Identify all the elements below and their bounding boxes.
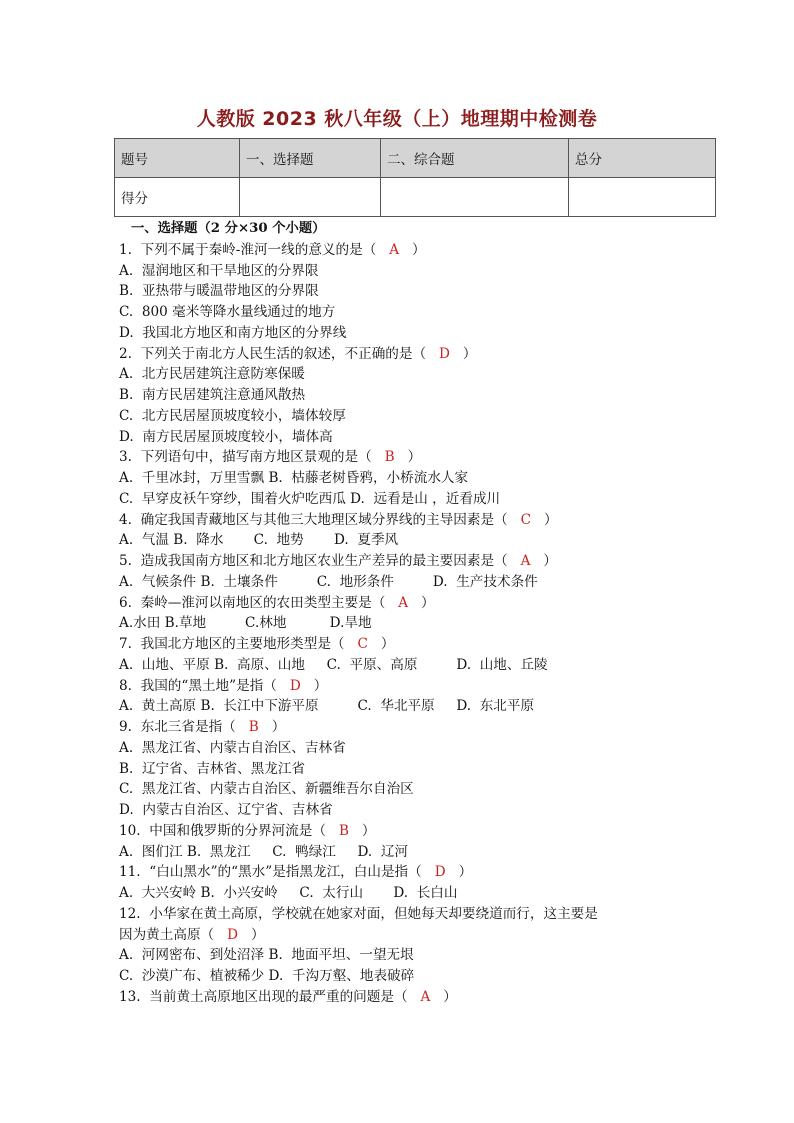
question-body — [119, 219, 709, 1008]
line-text: A.水田 B.草地 C.林地 D.旱地 — [119, 615, 372, 632]
question-line — [119, 800, 709, 821]
question-stem — [119, 717, 709, 738]
score-table-header-row — [115, 139, 716, 178]
question-stem — [119, 925, 709, 946]
question-line — [119, 759, 709, 780]
answer-letter: B — [384, 449, 395, 466]
line-text: A. 图们江 B. 黑龙江 C. 鸭绿江 D. 辽河 — [119, 843, 409, 860]
line-text-close: ） — [394, 449, 422, 466]
answer-letter: A — [398, 594, 409, 611]
question-stem — [119, 862, 709, 883]
line-text: 1. 下列不属于秦岭-淮河一线的意义的是（ — [119, 241, 390, 258]
question-line — [119, 966, 709, 987]
header-cell-comprehensive: 二、综合题 — [381, 139, 569, 178]
line-text: A. 北方民居建筑注意防寒保暖 — [119, 366, 305, 383]
line-text-close: ） — [348, 822, 376, 839]
question-line — [119, 281, 709, 302]
line-text-close: ） — [445, 864, 473, 881]
score-cell-total — [569, 178, 716, 217]
line-text: D. 我国北方地区和南方地区的分界线 — [119, 324, 347, 341]
question-line — [119, 883, 709, 904]
question-line — [119, 945, 709, 966]
question-line — [119, 261, 709, 282]
line-text-close: ） — [367, 636, 395, 652]
line-text: A. 气候条件 B. 土壤条件 C. 地形条件 D. 生产技术条件 — [119, 573, 538, 590]
line-text: 2. 下列关于南北方人民生活的叙述，不正确的是（ — [119, 345, 440, 362]
line-text-close: ） — [408, 594, 435, 611]
line-text: 8. 我国的“黑土地”是指（ — [119, 677, 290, 694]
question-line — [119, 572, 709, 593]
header-cell-question-no: 题号 — [115, 139, 240, 178]
line-text: 5. 造成我国南方地区和北方地区农业生产差异的最主要因素是（ — [119, 553, 521, 569]
line-text-close: ） — [531, 511, 558, 528]
line-text: A. 黑龙江省、内蒙古自治区、吉林省 — [119, 739, 346, 756]
question-line — [119, 530, 709, 551]
question-line — [119, 696, 709, 717]
line-text: A. 气温 B. 降水 C. 地势 D. 夏季风 — [119, 532, 399, 549]
line-text: 13. 当前黄土高原地区出现的最严重的问题是（ — [119, 988, 421, 1005]
line-text: C. 800 毫米等降水量线通过的地方 — [119, 304, 336, 320]
question-line — [119, 655, 709, 676]
question-line — [119, 364, 709, 385]
question-stem — [119, 987, 709, 1008]
line-text: C. 沙漠广布、植被稀少 D. 千沟万壑、地表破碎 — [119, 968, 415, 984]
question-line — [119, 489, 709, 510]
answer-letter: B — [248, 719, 259, 735]
line-text: 9. 东北三省是指（ — [119, 719, 249, 735]
line-text: 7. 我国北方地区的主要地形类型是（ — [119, 636, 358, 652]
score-table-score-row — [115, 178, 716, 217]
line-text-close: ） — [258, 719, 286, 735]
question-stem — [119, 551, 709, 572]
score-cell-comprehensive — [381, 178, 569, 217]
question-stem — [119, 344, 709, 365]
question-line — [119, 406, 709, 427]
answer-letter: D — [439, 345, 450, 362]
question-stem — [119, 593, 709, 614]
question-line — [119, 468, 709, 489]
question-line — [119, 738, 709, 759]
question-line — [119, 904, 709, 925]
score-table — [114, 138, 716, 217]
line-text: 4. 确定我国青藏地区与其他三大地理区域分界线的主导因素是（ — [119, 511, 521, 528]
line-text-close: ） — [238, 926, 265, 943]
question-line — [119, 385, 709, 406]
question-lines — [119, 240, 709, 1008]
line-text: A. 千里冰封，万里雪飘 B. 枯藤老树昏鸦，小桥流水人家 — [119, 470, 469, 486]
answer-letter: B — [338, 822, 349, 839]
score-row-label: 得分 — [115, 178, 240, 217]
line-text: A. 黄土高原 B. 长江中下游平原 C. 华北平原 D. 东北平原 — [119, 698, 535, 715]
line-text: A. 山地、平原 B. 高原、山地 C. 平原、高原 D. 山地、丘陵 — [119, 656, 548, 673]
question-line — [119, 613, 709, 634]
answer-letter: A — [420, 988, 431, 1005]
question-line — [119, 323, 709, 344]
line-text: 12. 小华家在黄土高原，学校就在她家对面，但她每天却要绕道而行，这主要是 — [119, 905, 598, 922]
answer-letter: A — [389, 241, 400, 258]
question-line — [119, 302, 709, 323]
line-text: C. 黑龙江省、内蒙古自治区、新疆维吾尔自治区 — [119, 781, 414, 798]
line-text: A. 大兴安岭 B. 小兴安岭 C. 太行山 D. 长白山 — [119, 885, 458, 901]
line-text: C. 早穿皮袄午穿纱，围着火炉吃西瓜 D. 远看是山 ，近看成川 — [119, 490, 501, 507]
line-text-close: ） — [399, 241, 426, 258]
line-text-close: ） — [449, 345, 477, 362]
line-text: 11. “白山黑水”的“黑水”是指黑龙江，白山是指（ — [119, 864, 435, 881]
line-text: B. 辽宁省、吉林省、黑龙江省 — [119, 760, 306, 777]
line-text: A. 河网密布、到处沼泽 B. 地面平坦、一望无垠 — [119, 947, 414, 964]
header-cell-total: 总分 — [569, 139, 716, 178]
question-stem — [119, 821, 709, 842]
question-stem — [119, 447, 709, 468]
section-title: 一、选择题（2 分×30 个小题） — [131, 221, 326, 236]
line-text: 3. 下列语句中，描写南方地区景观的是（ — [119, 449, 385, 466]
line-text: A. 湿润地区和干旱地区的分界限 — [119, 262, 319, 279]
line-text-close: ） — [430, 988, 457, 1005]
question-stem — [119, 240, 709, 261]
line-text-close: ） — [530, 553, 557, 569]
page-title: 人教版 2023 秋八年级（上）地理期中检测卷 — [196, 108, 598, 130]
line-text-close: ） — [300, 677, 328, 694]
answer-letter: C — [357, 636, 368, 652]
question-stem — [119, 634, 709, 655]
line-text: D. 内蒙古自治区、辽宁省、吉林省 — [119, 802, 333, 818]
line-text: D. 南方民居屋顶坡度较小，墙体高 — [119, 428, 333, 445]
question-stem — [119, 676, 709, 697]
line-text: 6. 秦岭—淮河以南地区的农田类型主要是（ — [119, 594, 399, 611]
line-text: 因为黄土高原（ — [119, 926, 228, 943]
line-text: B. 南方民居建筑注意通风散热 — [119, 387, 306, 403]
answer-letter: D — [434, 864, 446, 881]
question-line — [119, 779, 709, 800]
header-cell-choice: 一、选择题 — [240, 139, 381, 178]
answer-letter: C — [520, 511, 532, 528]
score-cell-choice — [240, 178, 381, 217]
line-text: C. 北方民居屋顶坡度较小，墙体较厚 — [119, 407, 346, 424]
answer-letter: D — [289, 677, 301, 694]
line-text: 10. 中国和俄罗斯的分界河流是（ — [119, 822, 339, 839]
line-text: B. 亚热带与暖温带地区的分界限 — [119, 283, 319, 300]
answer-letter: A — [520, 553, 531, 569]
question-stem — [119, 510, 709, 531]
answer-letter: D — [227, 926, 239, 943]
question-line — [119, 427, 709, 448]
question-line — [119, 842, 709, 863]
